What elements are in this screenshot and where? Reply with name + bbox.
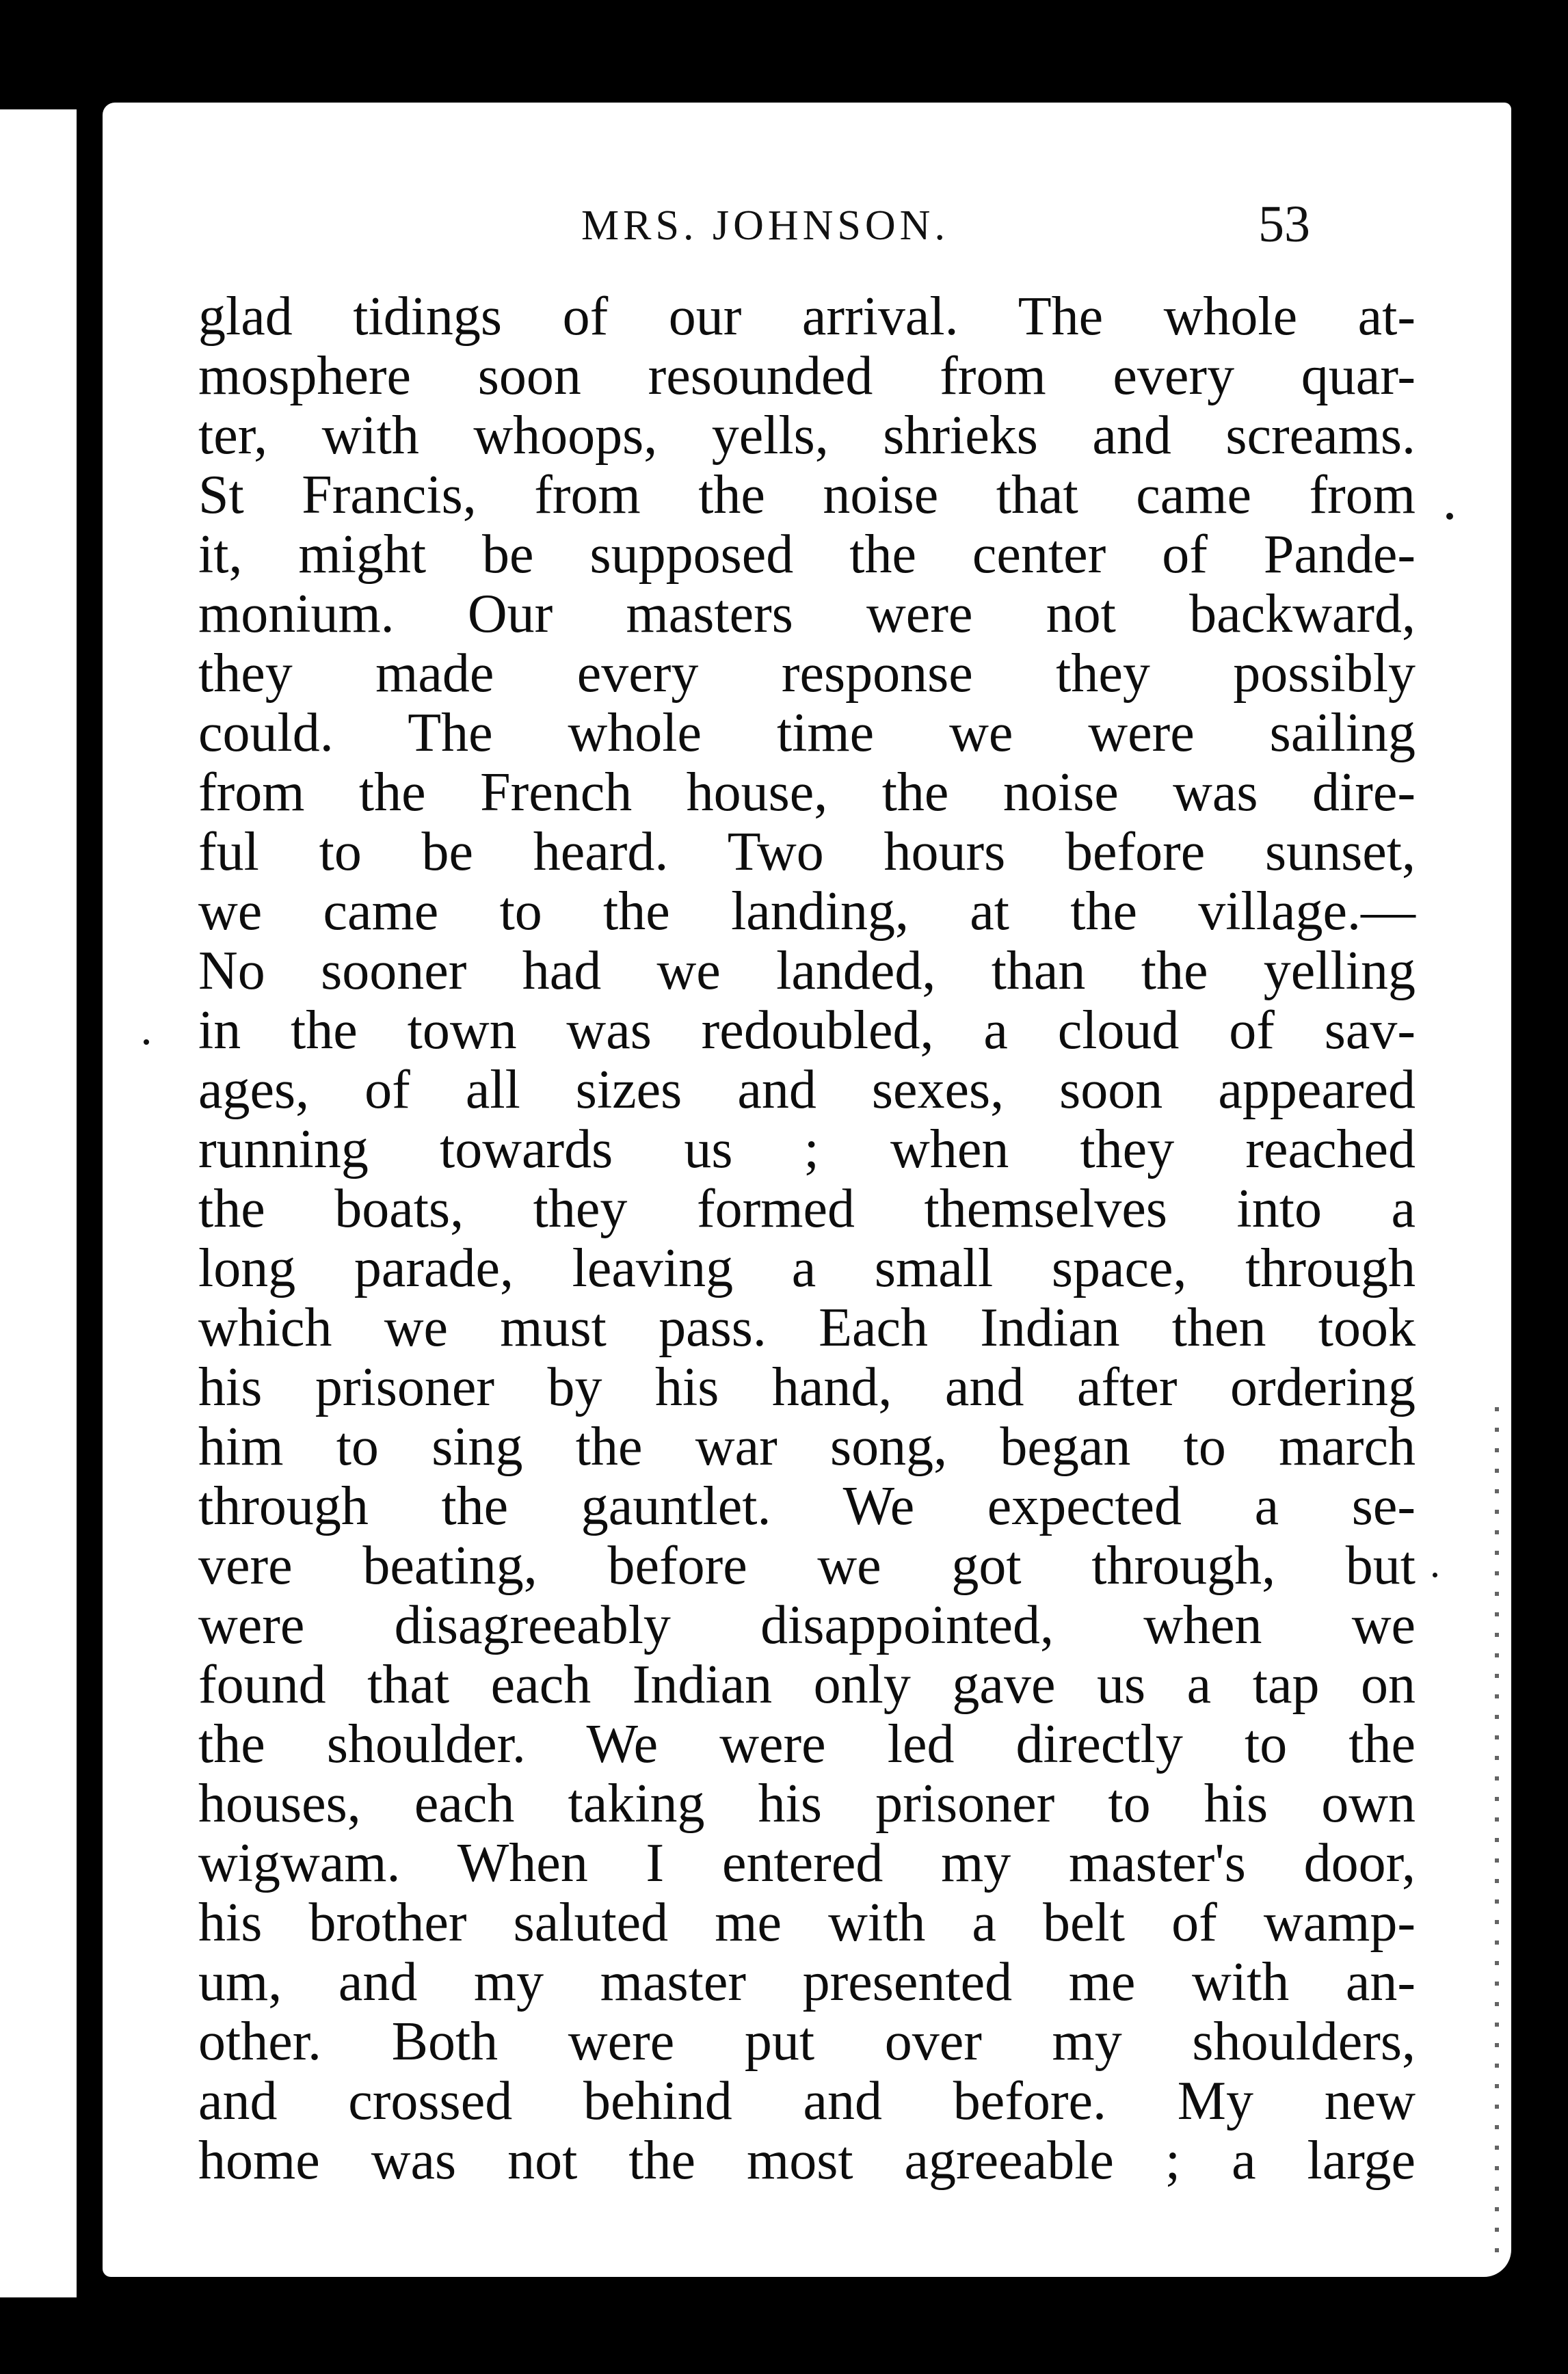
text-line: him to sing the war song, began to march (198, 1417, 1416, 1477)
page-edge-shadow (1495, 1402, 1499, 2256)
text-line: which we must pass. Each Indian then took (198, 1298, 1416, 1358)
text-line: um, and my master presented me with an- (198, 1952, 1416, 2012)
text-line: home was not the most agreeable ; a large (198, 2131, 1416, 2191)
text-line: houses, each taking his prisoner to his own (198, 1774, 1416, 1834)
text-line: ages, of all sizes and sexes, soon appeared (198, 1060, 1416, 1120)
text-line: glad tidings of our arrival. The whole at- (198, 286, 1416, 347)
text-line: found that each Indian only gave us a tap on (198, 1655, 1416, 1715)
text-line: ful to be heard. Two hours before sunset, (198, 822, 1416, 882)
text-line: were disagreeably disappointed, when we (198, 1595, 1416, 1655)
print-speck (144, 1039, 149, 1045)
text-line: and crossed behind and before. My new (198, 2071, 1416, 2131)
text-line: it, might be supposed the center of Pande- (198, 524, 1416, 585)
running-header (103, 103, 1511, 253)
text-line: other. Both were put over my shoulders, (198, 2012, 1416, 2072)
text-line: we came to the landing, at the village.— (198, 881, 1416, 942)
text-line: the boats, they formed themselves into a (198, 1179, 1416, 1239)
text-line: could. The whole time we were sailing (198, 703, 1416, 763)
page-number: 53 (1258, 196, 1310, 253)
adjacent-page-edge (0, 109, 77, 2297)
text-line: ter, with whoops, yells, shrieks and screams. (198, 405, 1416, 466)
body-text (198, 287, 1416, 2191)
print-speck (1433, 1573, 1437, 1577)
text-line: in the town was redoubled, a cloud of sav- (198, 1000, 1416, 1061)
text-line: the shoulder. We were led directly to the (198, 1714, 1416, 1774)
text-line: through the gauntlet. We expected a se- (198, 1476, 1416, 1536)
text-line: running towards us ; when they reached (198, 1119, 1416, 1179)
text-line: vere beating, before we got through, but (198, 1536, 1416, 1596)
text-line: mosphere soon resounded from every quar- (198, 346, 1416, 406)
text-line: St Francis, from the noise that came from (198, 465, 1416, 525)
text-line: his brother saluted me with a belt of wamp- (198, 1893, 1416, 1953)
print-speck (1446, 513, 1453, 520)
running-head-title: MRS. JOHNSON. (581, 202, 949, 249)
text-line: monium. Our masters were not backward, (198, 584, 1416, 644)
text-line: they made every response they possibly (198, 643, 1416, 704)
text-line: long parade, leaving a small space, through (198, 1238, 1416, 1298)
text-line: No sooner had we landed, than the yelling (198, 941, 1416, 1001)
text-line: from the French house, the noise was dire- (198, 762, 1416, 823)
text-line: his prisoner by his hand, and after ordering (198, 1357, 1416, 1417)
text-line: wigwam. When I entered my master's door, (198, 1833, 1416, 1893)
book-page (103, 103, 1511, 2277)
